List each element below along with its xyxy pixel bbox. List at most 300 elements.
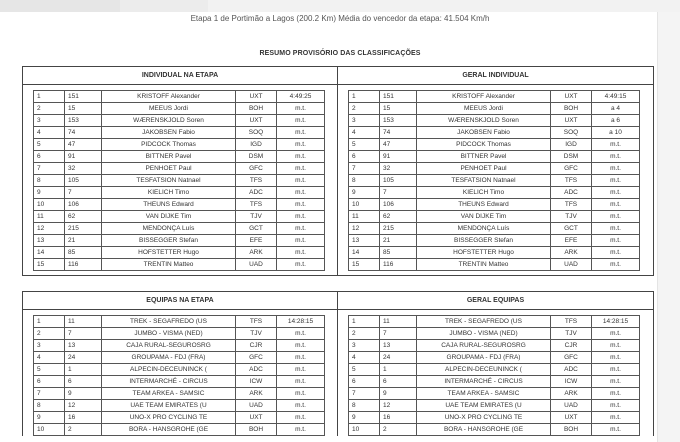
number-cell: 15 (380, 103, 417, 115)
time-cell: m.t. (277, 115, 325, 127)
name-cell: KIELICH Timo (102, 187, 236, 199)
team-stage-panel (22, 291, 338, 436)
number-cell: 215 (380, 223, 417, 235)
team-code-cell: TFS (551, 175, 592, 187)
time-cell: m.t. (592, 352, 640, 364)
table-row (34, 211, 325, 223)
team-code-cell: TJV (551, 211, 592, 223)
time-cell: m.t. (592, 175, 640, 187)
table-row (34, 376, 325, 388)
results-table (33, 315, 325, 436)
team-code-cell: ARK (236, 388, 277, 400)
number-cell: 47 (65, 139, 102, 151)
time-cell: m.t. (277, 364, 325, 376)
individual-stage-panel (22, 66, 338, 276)
name-cell: TEAM ARKEA - SAMSIC (417, 388, 551, 400)
number-cell: 153 (65, 115, 102, 127)
position-cell: 13 (349, 235, 380, 247)
time-cell: m.t. (277, 328, 325, 340)
team-code-cell: UXT (551, 115, 592, 127)
position-cell: 10 (34, 424, 65, 436)
number-cell: 13 (380, 340, 417, 352)
team-classifications (22, 291, 654, 436)
team-code-cell: BOH (236, 424, 277, 436)
number-cell: 12 (65, 400, 102, 412)
team-code-cell: ADC (236, 364, 277, 376)
time-cell: m.t. (277, 103, 325, 115)
table-row (34, 235, 325, 247)
position-cell: 15 (34, 259, 65, 271)
team-code-cell: TJV (236, 211, 277, 223)
team-code-cell: SOQ (551, 127, 592, 139)
table-row (34, 400, 325, 412)
table-row (349, 127, 640, 139)
number-cell: 6 (380, 376, 417, 388)
table-row (34, 388, 325, 400)
team-code-cell: UXT (236, 91, 277, 103)
table-row (349, 259, 640, 271)
time-cell: m.t. (277, 127, 325, 139)
time-cell: m.t. (277, 412, 325, 424)
position-cell: 12 (34, 223, 65, 235)
stage-subtitle: Etapa 1 de Portimão a Lagos (200.2 Km) Média do vencedor da etapa: 41.504 Km/h (190, 14, 490, 23)
team-code-cell: UAD (236, 259, 277, 271)
team-code-cell: UXT (236, 412, 277, 424)
number-cell: 85 (65, 247, 102, 259)
position-cell: 7 (34, 163, 65, 175)
table-row (34, 316, 325, 328)
position-cell: 4 (34, 127, 65, 139)
number-cell: 9 (380, 388, 417, 400)
number-cell: 16 (65, 412, 102, 424)
table-row (349, 364, 640, 376)
number-cell: 91 (380, 151, 417, 163)
number-cell: 2 (65, 424, 102, 436)
team-code-cell: TFS (236, 316, 277, 328)
team-code-cell: ADC (551, 187, 592, 199)
name-cell: CAJA RURAL-SEGUROSRG (417, 340, 551, 352)
name-cell: KRISTOFF Alexander (102, 91, 236, 103)
position-cell: 8 (34, 175, 65, 187)
name-cell: PENHOET Paul (102, 163, 236, 175)
name-cell: TESFATSION Natnael (102, 175, 236, 187)
time-cell: m.t. (592, 235, 640, 247)
time-cell: m.t. (592, 151, 640, 163)
position-cell: 8 (34, 400, 65, 412)
time-cell: m.t. (277, 175, 325, 187)
number-cell: 16 (380, 412, 417, 424)
team-code-cell: SOQ (236, 127, 277, 139)
side-panel (657, 12, 680, 442)
team-code-cell: UXT (551, 412, 592, 424)
position-cell: 10 (349, 424, 380, 436)
time-cell: m.t. (592, 340, 640, 352)
general-individual-panel (338, 66, 654, 276)
time-cell: 4:49:25 (277, 91, 325, 103)
time-cell: m.t. (277, 388, 325, 400)
team-code-cell: TJV (236, 328, 277, 340)
position-cell: 5 (349, 139, 380, 151)
time-cell: m.t. (592, 424, 640, 436)
time-cell: m.t. (592, 400, 640, 412)
table-row (349, 163, 640, 175)
table-row (34, 151, 325, 163)
table-row (34, 247, 325, 259)
name-cell: PENHOET Paul (417, 163, 551, 175)
time-cell: m.t. (592, 364, 640, 376)
table-row (34, 115, 325, 127)
panel-title: GERAL INDIVIDUAL (338, 67, 653, 85)
name-cell: JAKOBSEN Fabio (102, 127, 236, 139)
team-code-cell: UAD (236, 400, 277, 412)
time-cell: m.t. (277, 163, 325, 175)
number-cell: 11 (380, 316, 417, 328)
table-row (34, 223, 325, 235)
team-code-cell: EFE (551, 235, 592, 247)
name-cell: THEUNS Edward (417, 199, 551, 211)
name-cell: PIDCOCK Thomas (417, 139, 551, 151)
team-code-cell: GFC (236, 163, 277, 175)
table-row (34, 364, 325, 376)
time-cell: m.t. (277, 235, 325, 247)
general-team-panel (338, 291, 654, 436)
time-cell: 14:28:15 (277, 316, 325, 328)
time-cell: m.t. (592, 388, 640, 400)
number-cell: 105 (380, 175, 417, 187)
nav-tab[interactable] (0, 0, 120, 12)
position-cell: 6 (34, 151, 65, 163)
number-cell: 85 (380, 247, 417, 259)
name-cell: UNO-X PRO CYCLING TE (417, 412, 551, 424)
team-code-cell: IGD (236, 139, 277, 151)
number-cell: 9 (65, 388, 102, 400)
time-cell: m.t. (592, 139, 640, 151)
team-code-cell: DSM (551, 151, 592, 163)
number-cell: 106 (65, 199, 102, 211)
name-cell: MENDONÇA Luís (417, 223, 551, 235)
time-cell: m.t. (592, 247, 640, 259)
time-cell: m.t. (592, 259, 640, 271)
number-cell: 151 (380, 91, 417, 103)
number-cell: 12 (380, 400, 417, 412)
team-code-cell: CJR (551, 340, 592, 352)
table-row (349, 187, 640, 199)
table-row (34, 424, 325, 436)
team-code-cell: ADC (236, 187, 277, 199)
time-cell: m.t. (277, 259, 325, 271)
position-cell: 1 (349, 91, 380, 103)
position-cell: 6 (34, 376, 65, 388)
number-cell: 215 (65, 223, 102, 235)
name-cell: MEEUS Jordi (417, 103, 551, 115)
number-cell: 1 (380, 364, 417, 376)
name-cell: BISSEGGER Stefan (102, 235, 236, 247)
top-nav-bar (0, 0, 680, 12)
time-cell: m.t. (277, 139, 325, 151)
position-cell: 14 (34, 247, 65, 259)
position-cell: 4 (349, 127, 380, 139)
name-cell: UAE TEAM EMIRATES (U (102, 400, 236, 412)
position-cell: 2 (34, 103, 65, 115)
name-cell: JUMBO - VISMA (NED) (417, 328, 551, 340)
position-cell: 11 (34, 211, 65, 223)
team-code-cell: UAD (551, 259, 592, 271)
team-code-cell: BOH (551, 424, 592, 436)
results-table (348, 90, 640, 271)
name-cell: JUMBO - VISMA (NED) (102, 328, 236, 340)
table-row (34, 328, 325, 340)
time-cell: a 6 (592, 115, 640, 127)
team-code-cell: ARK (236, 247, 277, 259)
name-cell: TRENTIN Matteo (417, 259, 551, 271)
number-cell: 1 (65, 364, 102, 376)
team-code-cell: UXT (236, 115, 277, 127)
table-row (34, 163, 325, 175)
table-row (349, 115, 640, 127)
number-cell: 91 (65, 151, 102, 163)
individual-classifications (22, 66, 654, 276)
number-cell: 24 (65, 352, 102, 364)
team-code-cell: CJR (236, 340, 277, 352)
time-cell: m.t. (277, 199, 325, 211)
number-cell: 7 (380, 187, 417, 199)
position-cell: 12 (349, 223, 380, 235)
position-cell: 1 (349, 316, 380, 328)
team-code-cell: IGD (551, 139, 592, 151)
table-row (349, 247, 640, 259)
number-cell: 153 (380, 115, 417, 127)
time-cell: m.t. (277, 340, 325, 352)
number-cell: 62 (380, 211, 417, 223)
number-cell: 7 (65, 187, 102, 199)
table-row (34, 340, 325, 352)
time-cell: m.t. (277, 211, 325, 223)
table-row (34, 103, 325, 115)
number-cell: 15 (65, 103, 102, 115)
position-cell: 10 (349, 199, 380, 211)
time-cell: a 4 (592, 103, 640, 115)
team-code-cell: TFS (236, 199, 277, 211)
table-row (349, 376, 640, 388)
time-cell: m.t. (592, 187, 640, 199)
position-cell: 2 (34, 328, 65, 340)
position-cell: 7 (34, 388, 65, 400)
team-code-cell: GFC (551, 352, 592, 364)
name-cell: KRISTOFF Alexander (417, 91, 551, 103)
position-cell: 6 (349, 151, 380, 163)
name-cell: TREK - SEGAFREDO (US (417, 316, 551, 328)
team-code-cell: GCT (236, 223, 277, 235)
number-cell: 7 (380, 328, 417, 340)
name-cell: HOFSTETTER Hugo (102, 247, 236, 259)
time-cell: m.t. (277, 424, 325, 436)
time-cell: m.t. (592, 211, 640, 223)
number-cell: 105 (65, 175, 102, 187)
position-cell: 11 (349, 211, 380, 223)
team-code-cell: UAD (551, 400, 592, 412)
name-cell: CAJA RURAL-SEGUROSRG (102, 340, 236, 352)
time-cell: m.t. (592, 199, 640, 211)
table-row (34, 139, 325, 151)
position-cell: 4 (349, 352, 380, 364)
position-cell: 4 (34, 352, 65, 364)
team-code-cell: BOH (551, 103, 592, 115)
name-cell: JAKOBSEN Fabio (417, 127, 551, 139)
number-cell: 74 (380, 127, 417, 139)
position-cell: 9 (349, 412, 380, 424)
name-cell: TREK - SEGAFREDO (US (102, 316, 236, 328)
number-cell: 47 (380, 139, 417, 151)
name-cell: GROUPAMA - FDJ (FRA) (102, 352, 236, 364)
table-row (349, 328, 640, 340)
number-cell: 2 (380, 424, 417, 436)
name-cell: TESFATSION Natnael (417, 175, 551, 187)
team-code-cell: UXT (551, 91, 592, 103)
time-cell: m.t. (277, 352, 325, 364)
time-cell: m.t. (277, 151, 325, 163)
team-code-cell: BOH (236, 103, 277, 115)
table-row (349, 223, 640, 235)
position-cell: 1 (34, 316, 65, 328)
name-cell: WÆRENSKJOLD Soren (417, 115, 551, 127)
table-row (349, 388, 640, 400)
position-cell: 13 (34, 235, 65, 247)
table-row (349, 199, 640, 211)
position-cell: 2 (349, 328, 380, 340)
position-cell: 9 (34, 187, 65, 199)
name-cell: MEEUS Jordi (102, 103, 236, 115)
time-cell: m.t. (592, 223, 640, 235)
team-code-cell: TFS (551, 199, 592, 211)
panel-title: GERAL EQUIPAS (338, 292, 653, 310)
table-row (34, 187, 325, 199)
time-cell: m.t. (592, 412, 640, 424)
table-row (349, 340, 640, 352)
team-code-cell: EFE (236, 235, 277, 247)
table-row (349, 235, 640, 247)
number-cell: 7 (65, 328, 102, 340)
team-code-cell: ICW (236, 376, 277, 388)
position-cell: 3 (34, 115, 65, 127)
time-cell: m.t. (592, 163, 640, 175)
name-cell: UNO-X PRO CYCLING TE (102, 412, 236, 424)
team-code-cell: TFS (551, 316, 592, 328)
number-cell: 11 (65, 316, 102, 328)
name-cell: BORA - HANSGROHE (GE (417, 424, 551, 436)
panel-title: INDIVIDUAL NA ETAPA (23, 67, 337, 85)
name-cell: TRENTIN Matteo (102, 259, 236, 271)
name-cell: BITTNER Pavel (102, 151, 236, 163)
nav-tab[interactable] (120, 0, 208, 12)
results-table (348, 315, 640, 436)
name-cell: WÆRENSKJOLD Soren (102, 115, 236, 127)
table-row (349, 352, 640, 364)
number-cell: 32 (65, 163, 102, 175)
time-cell: a 10 (592, 127, 640, 139)
name-cell: PIDCOCK Thomas (102, 139, 236, 151)
name-cell: ALPECIN-DECEUNINCK ( (417, 364, 551, 376)
team-code-cell: GFC (551, 163, 592, 175)
number-cell: 116 (65, 259, 102, 271)
position-cell: 6 (349, 376, 380, 388)
number-cell: 116 (380, 259, 417, 271)
name-cell: INTERMARCHÉ - CIRCUS (102, 376, 236, 388)
table-row (349, 139, 640, 151)
time-cell: m.t. (277, 223, 325, 235)
team-code-cell: ADC (551, 364, 592, 376)
number-cell: 24 (380, 352, 417, 364)
name-cell: BORA - HANSGROHE (GE (102, 424, 236, 436)
time-cell: m.t. (592, 328, 640, 340)
table-row (349, 151, 640, 163)
number-cell: 13 (65, 340, 102, 352)
table-row (349, 412, 640, 424)
name-cell: BISSEGGER Stefan (417, 235, 551, 247)
name-cell: BITTNER Pavel (417, 151, 551, 163)
position-cell: 8 (349, 175, 380, 187)
table-row (349, 316, 640, 328)
team-code-cell: TJV (551, 328, 592, 340)
name-cell: GROUPAMA - FDJ (FRA) (417, 352, 551, 364)
position-cell: 3 (349, 340, 380, 352)
team-code-cell: GFC (236, 352, 277, 364)
position-cell: 7 (349, 388, 380, 400)
team-code-cell: TFS (236, 175, 277, 187)
position-cell: 1 (34, 91, 65, 103)
number-cell: 151 (65, 91, 102, 103)
position-cell: 14 (349, 247, 380, 259)
time-cell: 4:49:15 (592, 91, 640, 103)
position-cell: 2 (349, 103, 380, 115)
name-cell: HOFSTETTER Hugo (417, 247, 551, 259)
team-code-cell: ICW (551, 376, 592, 388)
name-cell: KIELICH Timo (417, 187, 551, 199)
number-cell: 32 (380, 163, 417, 175)
table-row (34, 127, 325, 139)
time-cell: m.t. (592, 376, 640, 388)
team-code-cell: GCT (551, 223, 592, 235)
name-cell: UAE TEAM EMIRATES (U (417, 400, 551, 412)
time-cell: m.t. (277, 400, 325, 412)
name-cell: INTERMARCHÉ - CIRCUS (417, 376, 551, 388)
table-row (34, 352, 325, 364)
position-cell: 3 (349, 115, 380, 127)
name-cell: TEAM ARKEA - SAMSIC (102, 388, 236, 400)
position-cell: 8 (349, 400, 380, 412)
team-code-cell: ARK (551, 388, 592, 400)
table-row (34, 259, 325, 271)
position-cell: 7 (349, 163, 380, 175)
team-code-cell: DSM (236, 151, 277, 163)
team-code-cell: ARK (551, 247, 592, 259)
time-cell: 14:28:15 (592, 316, 640, 328)
name-cell: VAN DIJKE Tim (102, 211, 236, 223)
table-row (349, 211, 640, 223)
time-cell: m.t. (277, 247, 325, 259)
number-cell: 21 (380, 235, 417, 247)
table-row (34, 175, 325, 187)
name-cell: ALPECIN-DECEUNINCK ( (102, 364, 236, 376)
table-row (34, 412, 325, 424)
panel-title: EQUIPAS NA ETAPA (23, 292, 337, 310)
name-cell: MENDONÇA Luís (102, 223, 236, 235)
position-cell: 3 (34, 340, 65, 352)
time-cell: m.t. (277, 376, 325, 388)
table-row (34, 91, 325, 103)
table-row (349, 103, 640, 115)
results-table (33, 90, 325, 271)
name-cell: THEUNS Edward (102, 199, 236, 211)
